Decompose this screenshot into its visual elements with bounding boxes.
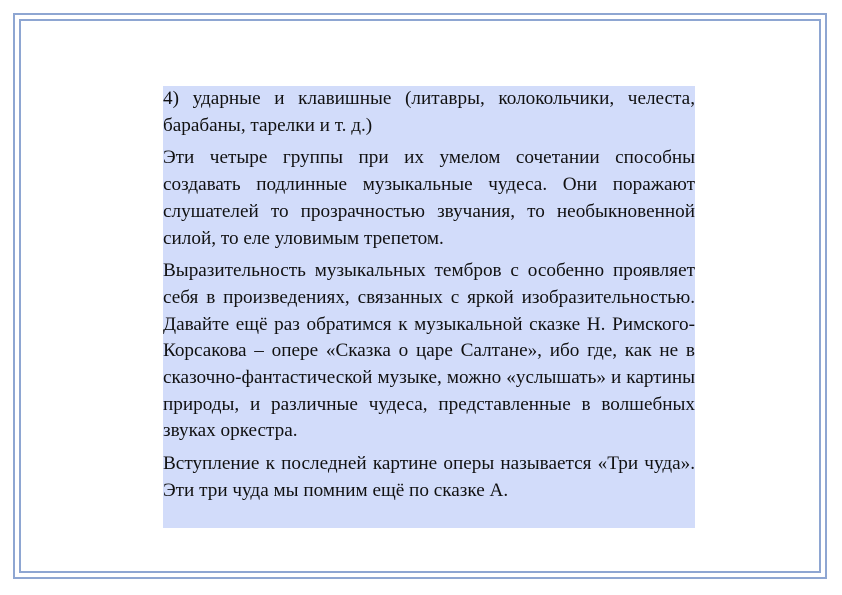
paragraph-1-text: 4) ударные и клавишные (литавры, колокольчики, челеста, барабаны, тарелки и т. д.) xyxy=(163,88,695,136)
paragraph-3-text: Выразительность музыкальных тембров с особенно проявляет себя в произведениях, связанных с яркой изобразительностью. Давайте ещё раз обратимся к музыкальной сказке Н. Римского-Корсакова – опере «Сказка о царе Салтане», ибо где, как не в сказочно-фантастической музыке, можно «услышать» и картины природы, и различные чудеса, представленные в волшебных звуках оркестра. xyxy=(163,260,695,442)
paragraph-4-text: Вступление к последней картине оперы называется «Три чуда». Эти три чуда мы помним ещё по сказке А. xyxy=(163,453,695,501)
paragraph-3 xyxy=(163,258,695,445)
paragraph-1 xyxy=(163,86,695,139)
text-block xyxy=(163,86,695,505)
paragraph-2 xyxy=(163,145,695,252)
paragraph-4 xyxy=(163,451,695,504)
paragraph-2-text: Эти четыре группы при их умелом сочетании способны создавать подлинные музыкальные чудеса. Они поражают слушателей то прозрачностью звучания, то необыкновенной силой, то еле уловимым трепетом. xyxy=(163,147,695,249)
